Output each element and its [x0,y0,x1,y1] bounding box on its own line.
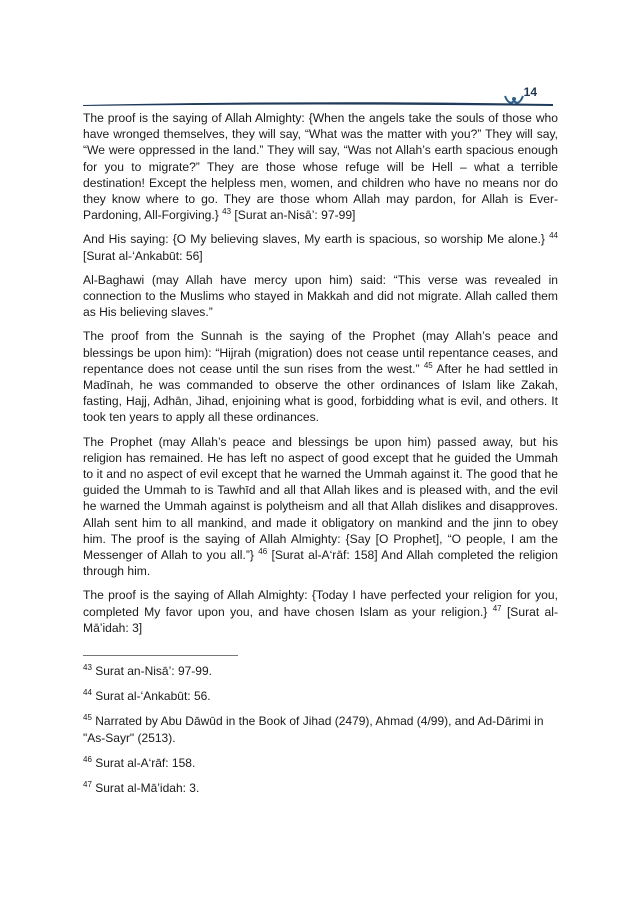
footnote-number: 46 [83,755,92,764]
ornament-icon [503,94,525,108]
footnote-ref[interactable]: 47 [492,603,502,613]
footnotes [83,663,553,805]
paragraph: Al-Baghawi (may Allah have mercy upon him) said: “This verse was revealed in connection to the Muslims who stayed in Makkah and did not migrate. Allah called them as His believing slaves.” [83,272,558,320]
footnote: $^{45}$ Narrated by Abu Dāwūd in the Book of Jihad (2479), Ahmad (4/99), and Ad-Dārimi in "As-Sayr" (2513). [83,713,544,745]
footnote-number: 44 [83,688,92,697]
paragraph: The proof is the saying of Allah Almighty: {When the angels take the souls of those who have wronged themselves, they will say, “What was the matter with you?” They will say, “We were oppressed in the land.” They will say, “Was not Allah’s earth spacious enough for you to migrate?” They are those whose refuge will be Hell – what a terrible destination! Except the helpless men, women, and children who have no means nor do they know where to go. They are those whom Allah may pardon, for Allah is Ever- Pardoning, All-Forgiving.} $^{43}$ [Surat an-Nisā’: 97-99] [83,111,558,223]
footnote-ref[interactable]: 43 [222,207,232,217]
header-rule [83,101,553,109]
footnote-separator [83,655,238,656]
footnote: $^{46}$ Surat al-A‘rāf: 158. [83,755,196,770]
main-text [83,110,558,644]
paragraph: The proof from the Sunnah is the saying of the Prophet (may Allah’s peace and blessings be upon him): “Hijrah (migration) does not cease until repentance ceases, and repentance does not cease until the sun rises from the west.” $^{45}$ After he had settled in Madīnah, he was commanded to observe the other ordinances of Islam like Zakah, fasting, Hajj, Adhān, Jihad, enjoining what is good, forbidding what is evil, and others. It took ten years to apply all these ordinances. [83,329,558,425]
footnote-number: 45 [83,713,92,722]
paragraph: And His saying: {O My believing slaves, My earth is spacious, so worship Me alone.} $^{44}$ [Surat al-‘Ankabūt: 56] [83,231,558,263]
footnote-number: 43 [83,663,92,672]
footnote: $^{44}$ Surat al-‘Ankabūt: 56. [83,688,211,703]
paragraph: The proof is the saying of Allah Almighty: {Today I have perfected your religion for you, completed My favor upon you, and have chosen Islam as your religion.} $^{47}$ [Surat al-Mā’idah: 3] [83,588,558,635]
footnote-number: 47 [83,780,92,789]
page-header [83,80,553,110]
footnote-ref[interactable]: 45 [423,360,433,370]
footnote-ref[interactable]: 44 [549,231,558,241]
footnote: $^{47}$ Surat al-Mā’idah: 3. [83,780,200,795]
paragraph: The Prophet (may Allah’s peace and blessings be upon him) passed away, but his religion has remained. He has left no aspect of good except that he guided the Ummah to it and no aspect of evil except that he warned the Ummah against it. The good that he guided the Ummah to is Tawhīd and all that Allah likes and is pleased with, and the evil he warned the Ummah against is polytheism and all that Allah dislikes and disapproves. Allah sent him to all mankind, and made it obligatory on mankind and the jinn to obey him. The proof is the saying of Allah Almighty: {Say [O Prophet], “O people, I am the Messenger of Allah to you all.”} $^{46}$ [Surat al-A‘rāf: 158] And Allah completed the religion through him. [83,434,558,579]
footnote: $^{43}$ Surat an-Nisā’: 97-99. [83,663,212,678]
footnote-ref[interactable]: 46 [258,547,268,557]
page-number: 14 [523,85,537,99]
